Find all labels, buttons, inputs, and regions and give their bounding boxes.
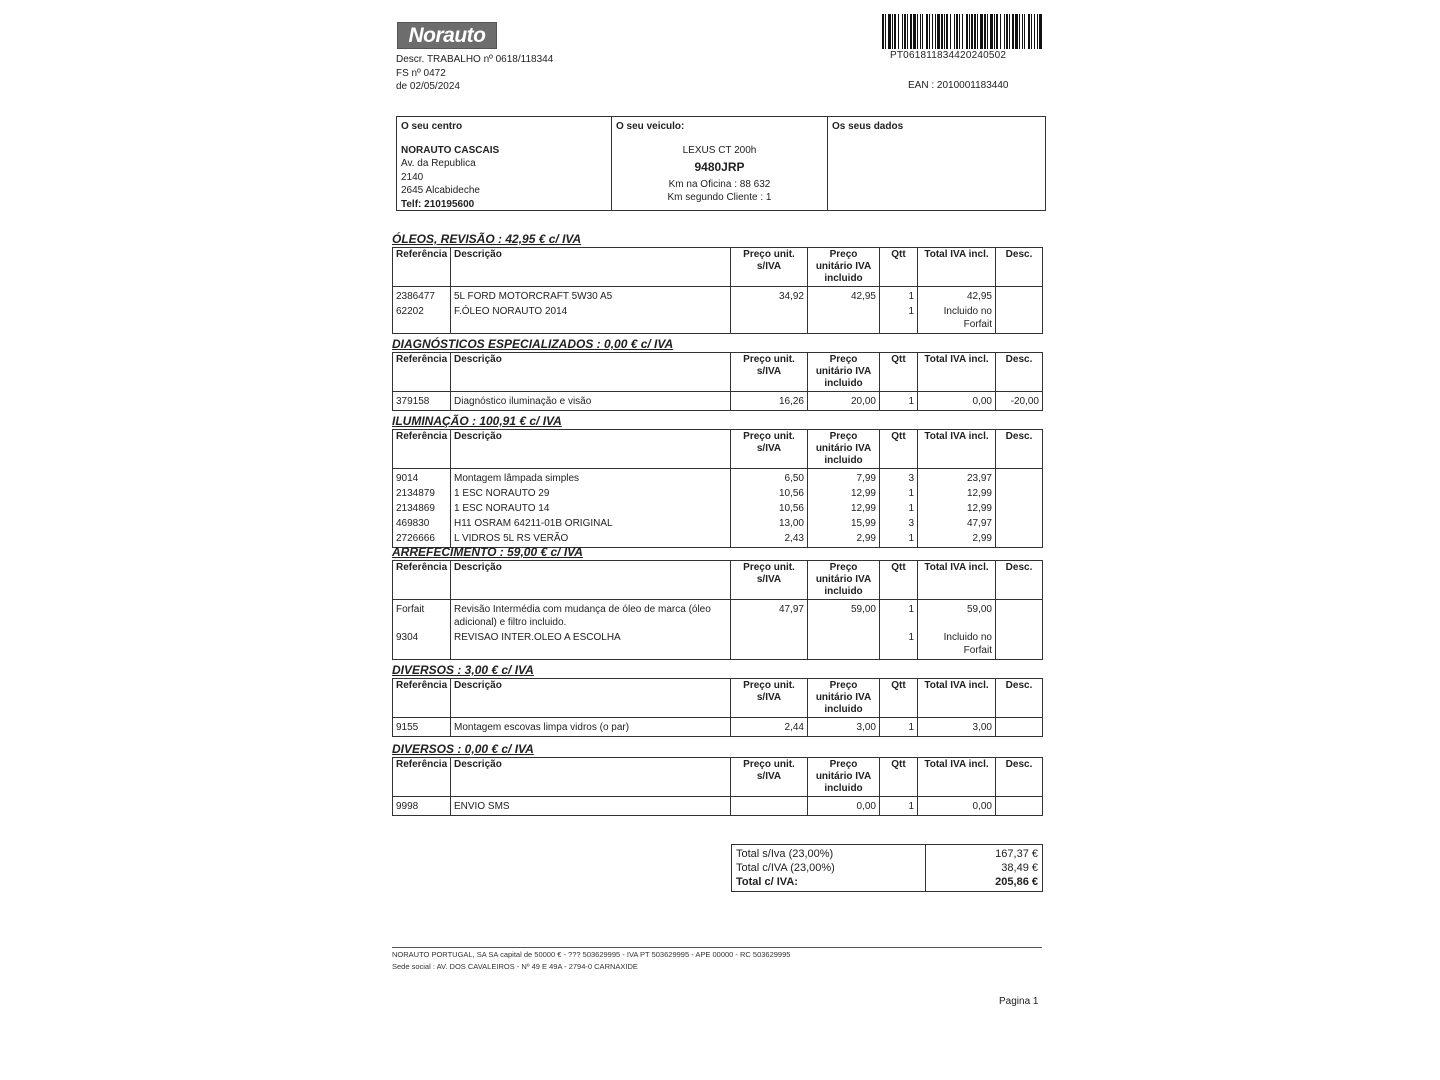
vehicle-model: LEXUS CT 200h bbox=[682, 144, 757, 156]
cell-ref: 62202 bbox=[393, 304, 451, 334]
cell-price-inc: 15,99 bbox=[808, 516, 880, 531]
registered-office: Sede social : AV. DOS CAVALEIROS - Nº 49 E 49A - 2794-0 CARNAXIDE bbox=[392, 962, 638, 971]
cell-ref: 9155 bbox=[393, 718, 451, 737]
barcode-bar bbox=[1006, 14, 1008, 49]
cell-qty: 1 bbox=[880, 600, 918, 631]
invoice-page bbox=[392, 12, 1048, 1072]
cell-disc bbox=[996, 630, 1043, 660]
cell-price-ex: 2,43 bbox=[731, 531, 808, 548]
column-header-price-inc: Preço unitário IVA incluido bbox=[808, 430, 880, 469]
cell-total: 23,97 bbox=[918, 469, 996, 487]
totals-box bbox=[731, 844, 1043, 892]
items-table bbox=[392, 560, 1043, 660]
barcode-bar bbox=[956, 14, 958, 49]
column-header-price-ex: Preço unit. s/IVA bbox=[731, 248, 808, 287]
cell-ref: 9998 bbox=[393, 797, 451, 816]
barcode-bar bbox=[926, 14, 928, 49]
section-title: ARREFECIMENTO : 59,00 € c/ IVA bbox=[392, 545, 583, 559]
table-header-row bbox=[393, 248, 1043, 287]
column-header-qty: Qtt bbox=[880, 248, 918, 287]
cell-price-inc: 3,00 bbox=[808, 718, 880, 737]
vehicle-plate: 9480JRP bbox=[694, 160, 745, 174]
cell-qty: 1 bbox=[880, 501, 918, 516]
cell-desc: ENVIO SMS bbox=[451, 797, 731, 816]
section-title: DIVERSOS : 3,00 € c/ IVA bbox=[392, 663, 534, 677]
barcode-bar bbox=[984, 14, 986, 49]
barcode-bar bbox=[913, 14, 916, 49]
barcode-bar bbox=[974, 14, 976, 49]
column-header-price-ex: Preço unit. s/IVA bbox=[731, 430, 808, 469]
barcode-bar bbox=[1037, 14, 1038, 49]
cell-total: 0,00 bbox=[918, 797, 996, 816]
table-row bbox=[393, 486, 1043, 501]
center-address: Av. da Republica bbox=[401, 158, 476, 169]
cell-total: 2,99 bbox=[918, 531, 996, 548]
cell-desc: Montagem escovas limpa vidros (o par) bbox=[451, 718, 731, 737]
center-title: O seu centro bbox=[401, 121, 463, 132]
center-city: 2645 Alcabideche bbox=[401, 185, 480, 196]
center-postal: 2140 bbox=[401, 171, 424, 183]
cell-price-inc bbox=[808, 304, 880, 334]
column-header-ref: Referência bbox=[393, 679, 451, 718]
barcode-bar bbox=[941, 14, 943, 49]
vat-label: Total c/IVA (23,00%) bbox=[736, 862, 835, 874]
total-ex-vat-value: 167,37 € bbox=[995, 848, 1038, 860]
ean-code: EAN : 2010001183440 bbox=[908, 80, 1009, 91]
cell-desc: F.ÓLEO NORAUTO 2014 bbox=[451, 304, 731, 334]
barcode-bar bbox=[898, 14, 899, 49]
fs-number: FS nº 0472 bbox=[396, 67, 446, 79]
cell-disc: -20,00 bbox=[996, 392, 1043, 411]
cell-total: Incluido no Forfait bbox=[918, 630, 996, 660]
items-table bbox=[392, 429, 1043, 548]
barcode-bar bbox=[1031, 14, 1032, 49]
section-title: ÓLEOS, REVISÃO : 42,95 € c/ IVA bbox=[392, 232, 582, 246]
cell-price-ex bbox=[731, 304, 808, 334]
cell-qty: 1 bbox=[880, 304, 918, 334]
cell-total: 42,95 bbox=[918, 287, 996, 305]
barcode-bar bbox=[990, 14, 993, 49]
column-header-disc: Desc. bbox=[996, 561, 1043, 600]
barcode-bar bbox=[1012, 14, 1014, 49]
cell-disc bbox=[996, 797, 1043, 816]
barcode-bar bbox=[1009, 14, 1010, 49]
column-header-price-ex: Preço unit. s/IVA bbox=[731, 679, 808, 718]
cell-price-ex: 34,92 bbox=[731, 287, 808, 305]
info-box bbox=[396, 116, 1046, 211]
cell-ref: 379158 bbox=[393, 392, 451, 411]
barcode-bar bbox=[935, 14, 936, 49]
barcode-bar bbox=[902, 14, 903, 49]
column-header-disc: Desc. bbox=[996, 248, 1043, 287]
section bbox=[392, 545, 1048, 660]
cell-price-ex bbox=[731, 797, 808, 816]
cell-desc: 1 ESC NORAUTO 29 bbox=[451, 486, 731, 501]
column-header-qty: Qtt bbox=[880, 758, 918, 797]
table-row bbox=[393, 469, 1043, 487]
document-date: de 02/05/2024 bbox=[396, 81, 460, 92]
table-row bbox=[393, 392, 1043, 411]
column-header-desc: Descrição bbox=[451, 758, 731, 797]
column-header-price-inc: Preço unitário IVA incluido bbox=[808, 679, 880, 718]
total-inc-vat-label: Total c/ IVA: bbox=[736, 876, 798, 888]
barcode-bar bbox=[950, 14, 951, 49]
barcode-bar bbox=[1000, 14, 1001, 49]
total-inc-vat-value: 205,86 € bbox=[995, 876, 1038, 888]
company-info: NORAUTO PORTUGAL, SA SA capital de 50000 € - ??? 503629995 - IVA PT 503629995 - APE 00000 - RC 503629995 bbox=[392, 950, 791, 959]
totals-values bbox=[926, 845, 1042, 891]
cell-total: 0,00 bbox=[918, 392, 996, 411]
column-header-price-inc: Preço unitário IVA incluido bbox=[808, 561, 880, 600]
column-header-disc: Desc. bbox=[996, 353, 1043, 392]
cell-qty: 1 bbox=[880, 630, 918, 660]
cell-total: 12,99 bbox=[918, 486, 996, 501]
cell-disc bbox=[996, 718, 1043, 737]
section-title: DIAGNÓSTICOS ESPECIALIZADOS : 0,00 € c/ IVA bbox=[392, 337, 674, 351]
table-row bbox=[393, 630, 1043, 660]
cell-price-ex: 10,56 bbox=[731, 486, 808, 501]
column-header-total: Total IVA incl. bbox=[918, 353, 996, 392]
table-header-row bbox=[393, 430, 1043, 469]
page-number: Pagina 1 bbox=[999, 996, 1039, 1007]
cell-desc: Montagem lâmpada simples bbox=[451, 469, 731, 487]
column-header-desc: Descrição bbox=[451, 248, 731, 287]
table-header-row bbox=[393, 758, 1043, 797]
column-header-price-ex: Preço unit. s/IVA bbox=[731, 353, 808, 392]
cell-price-inc: 12,99 bbox=[808, 486, 880, 501]
column-header-total: Total IVA incl. bbox=[918, 561, 996, 600]
cell-price-ex: 10,56 bbox=[731, 501, 808, 516]
column-header-price-inc: Preço unitário IVA incluido bbox=[808, 248, 880, 287]
column-header-ref: Referência bbox=[393, 248, 451, 287]
barcode-bar bbox=[904, 14, 906, 49]
barcode-bar bbox=[937, 14, 940, 49]
column-header-desc: Descrição bbox=[451, 679, 731, 718]
cell-price-inc: 2,99 bbox=[808, 531, 880, 548]
cell-price-ex: 6,50 bbox=[731, 469, 808, 487]
barcode-bar bbox=[932, 14, 933, 49]
barcode-bar bbox=[969, 14, 970, 49]
barcode-bar bbox=[1028, 14, 1030, 49]
barcode-bar bbox=[971, 14, 973, 49]
barcode-bar bbox=[882, 14, 884, 49]
column-header-qty: Qtt bbox=[880, 561, 918, 600]
norauto-logo bbox=[397, 22, 497, 49]
barcode-bar bbox=[1015, 14, 1018, 49]
cell-desc: 1 ESC NORAUTO 14 bbox=[451, 501, 731, 516]
cell-ref: 469830 bbox=[393, 516, 451, 531]
cell-disc bbox=[996, 469, 1043, 487]
barcode-bar bbox=[917, 14, 918, 49]
section bbox=[392, 414, 1048, 548]
cell-disc bbox=[996, 501, 1043, 516]
cell-desc: L VIDROS 5L RS VERÃO bbox=[451, 531, 731, 548]
cell-desc: REVISAO INTER.OLEO A ESCOLHA bbox=[451, 630, 731, 660]
cell-total: 3,00 bbox=[918, 718, 996, 737]
table-header-row bbox=[393, 679, 1043, 718]
barcode-bar bbox=[946, 14, 948, 49]
table-row bbox=[393, 516, 1043, 531]
cell-price-ex: 2,44 bbox=[731, 718, 808, 737]
vehicle-title: O seu veiculo: bbox=[616, 121, 685, 132]
column-header-ref: Referência bbox=[393, 561, 451, 600]
cell-price-inc: 42,95 bbox=[808, 287, 880, 305]
column-header-desc: Descrição bbox=[451, 561, 731, 600]
total-ex-vat-label: Total s/Iva (23,00%) bbox=[736, 848, 834, 860]
cell-price-inc: 7,99 bbox=[808, 469, 880, 487]
column-header-qty: Qtt bbox=[880, 430, 918, 469]
cell-qty: 1 bbox=[880, 718, 918, 737]
cell-ref: 9014 bbox=[393, 469, 451, 487]
center-phone: Telf: 210195600 bbox=[401, 198, 475, 210]
footer bbox=[392, 949, 790, 973]
km-workshop: Km na Oficina : 88 632 bbox=[668, 178, 771, 190]
vehicle-info bbox=[612, 117, 828, 210]
cell-qty: 3 bbox=[880, 516, 918, 531]
items-table bbox=[392, 352, 1043, 411]
items-table bbox=[392, 757, 1043, 816]
center-info bbox=[397, 117, 612, 210]
barcode-bar bbox=[1039, 14, 1042, 49]
cell-qty: 1 bbox=[880, 531, 918, 548]
barcode-number: PT061811834420240502 bbox=[890, 50, 1007, 61]
cell-disc bbox=[996, 304, 1043, 334]
customer-info bbox=[828, 117, 1045, 210]
table-header-row bbox=[393, 353, 1043, 392]
barcode-bar bbox=[962, 14, 963, 49]
section bbox=[392, 232, 1048, 334]
barcode-bar bbox=[885, 14, 886, 49]
barcode-bar bbox=[1024, 14, 1025, 49]
vat-value: 38,49 € bbox=[1001, 862, 1038, 874]
cell-desc: H11 OSRAM 64211-01B ORIGINAL bbox=[451, 516, 731, 531]
barcode-bar bbox=[996, 14, 998, 49]
barcode-bar bbox=[894, 14, 896, 49]
items-table bbox=[392, 678, 1043, 737]
barcode bbox=[882, 14, 1042, 49]
column-header-price-inc: Preço unitário IVA incluido bbox=[808, 758, 880, 797]
document-header bbox=[396, 53, 553, 94]
cell-qty: 1 bbox=[880, 797, 918, 816]
section-title: DIVERSOS : 0,00 € c/ IVA bbox=[392, 742, 534, 756]
cell-disc bbox=[996, 516, 1043, 531]
cell-desc: Diagnóstico iluminação e visão bbox=[451, 392, 731, 411]
table-row bbox=[393, 718, 1043, 737]
cell-price-inc: 59,00 bbox=[808, 600, 880, 631]
column-header-qty: Qtt bbox=[880, 679, 918, 718]
cell-price-inc: 20,00 bbox=[808, 392, 880, 411]
cell-ref: 2134879 bbox=[393, 486, 451, 501]
cell-qty: 1 bbox=[880, 392, 918, 411]
column-header-total: Total IVA incl. bbox=[918, 248, 996, 287]
barcode-bar bbox=[920, 14, 921, 49]
cell-total: Incluido no Forfait bbox=[918, 304, 996, 334]
barcode-bar bbox=[1022, 14, 1023, 49]
column-header-disc: Desc. bbox=[996, 758, 1043, 797]
barcode-bar bbox=[1034, 14, 1035, 49]
column-header-total: Total IVA incl. bbox=[918, 430, 996, 469]
barcode-bar bbox=[888, 14, 891, 49]
column-header-qty: Qtt bbox=[880, 353, 918, 392]
table-row bbox=[393, 287, 1043, 305]
barcode-bar bbox=[892, 14, 893, 49]
column-header-ref: Referência bbox=[393, 430, 451, 469]
section bbox=[392, 663, 1048, 737]
table-row bbox=[393, 501, 1043, 516]
center-name: NORAUTO CASCAIS bbox=[401, 144, 500, 156]
column-header-desc: Descrição bbox=[451, 353, 731, 392]
cell-desc: Revisão Intermédia com mudança de óleo de marca (óleo adicional) e filtro incluido. bbox=[451, 600, 731, 631]
cell-ref: 9304 bbox=[393, 630, 451, 660]
barcode-bar bbox=[910, 14, 912, 49]
column-header-disc: Desc. bbox=[996, 679, 1043, 718]
cell-desc: 5L FORD MOTORCRAFT 5W30 A5 bbox=[451, 287, 731, 305]
cell-price-ex bbox=[731, 630, 808, 660]
cell-price-inc: 0,00 bbox=[808, 797, 880, 816]
cell-price-ex: 16,26 bbox=[731, 392, 808, 411]
cell-price-inc: 12,99 bbox=[808, 501, 880, 516]
barcode-bar bbox=[907, 14, 908, 49]
table-row bbox=[393, 304, 1043, 334]
items-table bbox=[392, 247, 1043, 334]
cell-qty: 1 bbox=[880, 486, 918, 501]
cell-disc bbox=[996, 486, 1043, 501]
column-header-ref: Referência bbox=[393, 353, 451, 392]
barcode-bar bbox=[980, 14, 983, 49]
cell-price-ex: 47,97 bbox=[731, 600, 808, 631]
barcode-bar bbox=[959, 14, 960, 49]
barcode-bar bbox=[977, 14, 978, 49]
barcode-bar bbox=[1019, 14, 1020, 49]
work-description: Descr. TRABALHO nº 0618/118344 bbox=[396, 54, 554, 65]
cell-ref: 2386477 bbox=[393, 287, 451, 305]
barcode-bar bbox=[987, 14, 988, 49]
barcode-bar bbox=[922, 14, 923, 49]
cell-disc bbox=[996, 600, 1043, 631]
km-client: Km segundo Cliente : 1 bbox=[667, 192, 772, 203]
cell-disc bbox=[996, 287, 1043, 305]
logo-text: Norauto bbox=[408, 24, 486, 47]
table-header-row bbox=[393, 561, 1043, 600]
section bbox=[392, 742, 1048, 816]
cell-qty: 1 bbox=[880, 287, 918, 305]
footer-divider bbox=[392, 947, 1042, 948]
section-title: ILUMINAÇÃO : 100,91 € c/ IVA bbox=[392, 414, 562, 428]
customer-title: Os seus dados bbox=[832, 121, 904, 132]
cell-qty: 3 bbox=[880, 469, 918, 487]
cell-ref: 2134869 bbox=[393, 501, 451, 516]
cell-ref: 2726666 bbox=[393, 531, 451, 548]
totals-labels bbox=[732, 845, 926, 891]
barcode-bar bbox=[944, 14, 945, 49]
barcode-bar bbox=[994, 14, 995, 49]
cell-total: 59,00 bbox=[918, 600, 996, 631]
column-header-total: Total IVA incl. bbox=[918, 758, 996, 797]
cell-total: 12,99 bbox=[918, 501, 996, 516]
column-header-disc: Desc. bbox=[996, 430, 1043, 469]
table-row bbox=[393, 600, 1043, 631]
column-header-price-ex: Preço unit. s/IVA bbox=[731, 561, 808, 600]
column-header-price-ex: Preço unit. s/IVA bbox=[731, 758, 808, 797]
cell-price-ex: 13,00 bbox=[731, 516, 808, 531]
barcode-bar bbox=[929, 14, 930, 49]
barcode-bar bbox=[966, 14, 968, 49]
column-header-price-inc: Preço unitário IVA incluido bbox=[808, 353, 880, 392]
section bbox=[392, 337, 1048, 411]
cell-ref: Forfait bbox=[393, 600, 451, 631]
column-header-total: Total IVA incl. bbox=[918, 679, 996, 718]
barcode-bar bbox=[1004, 14, 1005, 49]
barcode-bar bbox=[954, 14, 955, 49]
cell-price-inc bbox=[808, 630, 880, 660]
table-row bbox=[393, 797, 1043, 816]
cell-total: 47,97 bbox=[918, 516, 996, 531]
column-header-desc: Descrição bbox=[451, 430, 731, 469]
column-header-ref: Referência bbox=[393, 758, 451, 797]
